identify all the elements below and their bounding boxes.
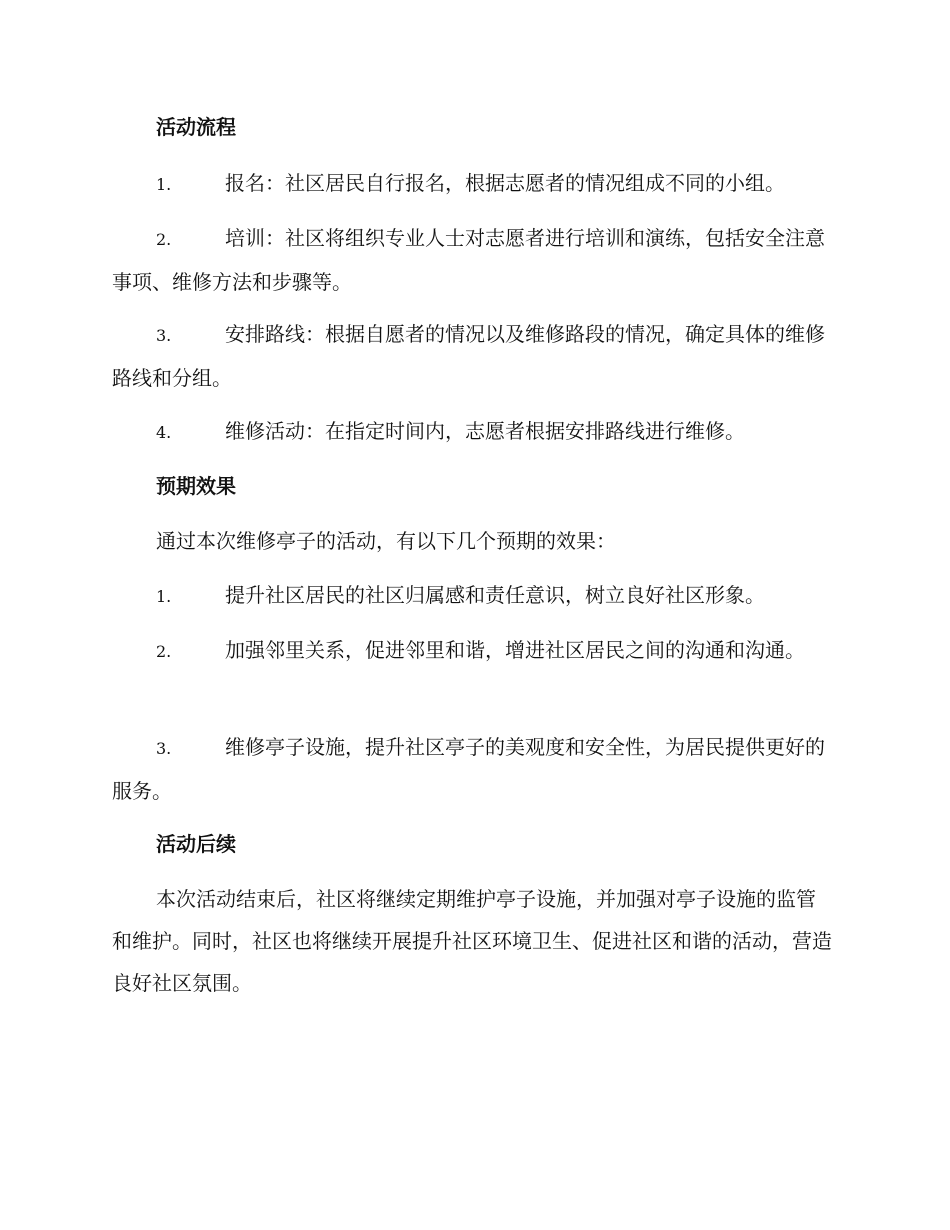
process-item-2 <box>112 217 834 303</box>
list-item-text: 维修亭子设施，提升社区亭子的美观度和安全性，为居民提供更好的服务。 <box>112 735 825 803</box>
effect-item-1 <box>112 574 834 618</box>
process-item-4 <box>112 410 834 454</box>
effect-item-3 <box>112 726 834 812</box>
list-item-text: 培训：社区将组织专业人士对志愿者进行培训和演练，包括安全注意事项、维修方法和步骤等。 <box>112 226 825 294</box>
list-number: 4. <box>156 423 172 442</box>
process-item-1 <box>112 162 834 206</box>
heading-activity-process: 活动流程 <box>156 115 236 139</box>
list-number: 2. <box>156 642 172 661</box>
list-number: 3. <box>156 739 172 758</box>
list-item-text: 报名：社区居民自行报名，根据志愿者的情况组成不同的小组。 <box>225 171 785 195</box>
follow-up-paragraph: 本次活动结束后，社区将继续定期维护亭子设施，并加强对亭子设施的监管和维护。同时，社区也将继续开展提升社区环境卫生、促进社区和谐的活动，营造良好社区氛围。 <box>112 887 832 995</box>
list-number: 1. <box>156 587 172 606</box>
list-item-text: 加强邻里关系，促进邻里和谐，增进社区居民之间的沟通和沟通。 <box>225 638 805 662</box>
list-number: 1. <box>156 175 172 194</box>
list-item-text: 安排路线：根据自愿者的情况以及维修路段的情况，确定具体的维修路线和分组。 <box>112 322 825 390</box>
heading-expected-effect: 预期效果 <box>156 474 236 498</box>
process-item-3 <box>112 313 834 399</box>
list-item-text: 提升社区居民的社区归属感和责任意识，树立良好社区形象。 <box>225 583 765 607</box>
list-number: 3. <box>156 326 172 345</box>
effect-item-2 <box>112 629 834 673</box>
list-number: 2. <box>156 230 172 249</box>
list-item-text: 维修活动：在指定时间内，志愿者根据安排路线进行维修。 <box>225 419 745 443</box>
heading-follow-up: 活动后续 <box>156 832 236 856</box>
effect-intro: 通过本次维修亭子的活动，有以下几个预期的效果： <box>156 529 616 553</box>
